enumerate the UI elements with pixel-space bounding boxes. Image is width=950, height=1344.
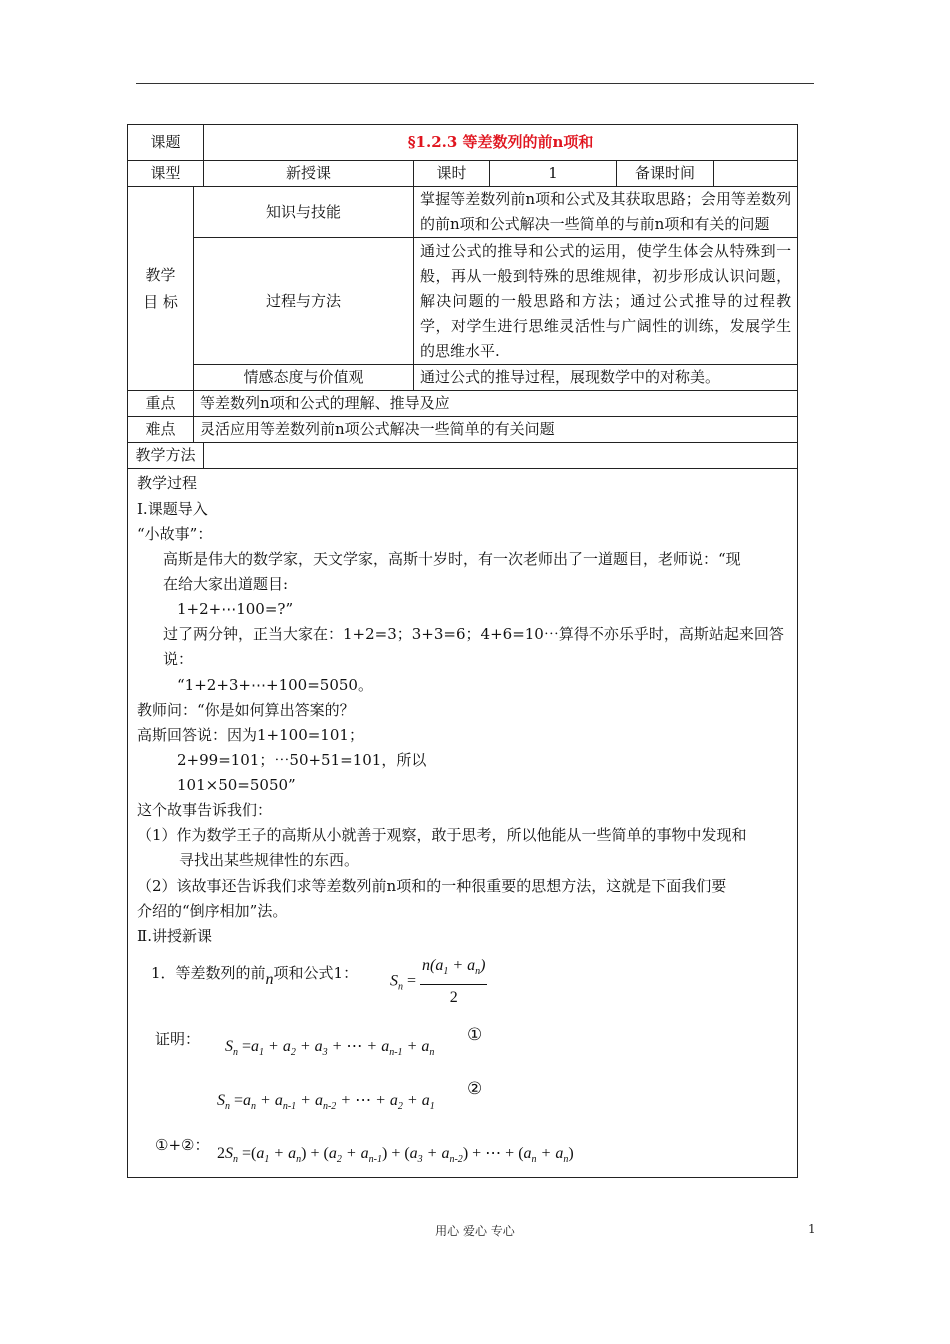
hours-value: 1 bbox=[490, 161, 617, 187]
proof-label: 证明： bbox=[155, 1030, 201, 1048]
proof-equation-1: $S_n =a_1 + a_2 + a_3$ + ⋯ + $a_{n-1} + a_n$ bbox=[225, 1038, 435, 1059]
method-label: 教学方法 bbox=[128, 443, 204, 469]
lesson-point-1b: 寻找出某些规律性的东西。 bbox=[179, 851, 360, 869]
goal-text-attitude: 通过公式的推导过程，展现数学中的对称美。 bbox=[414, 365, 798, 391]
goal-text-process: 通过公式的推导和公式的运用，使学生体会从特殊到一般，再从一般到特殊的思维规律，初步形成认识问题，解决问题的一般思路和方法；通过公式推导的过程教学，对学生进行思维灵活性与广阔性的训练，发展学生的思维水平. bbox=[414, 238, 798, 365]
formula-1-label bbox=[151, 961, 358, 986]
story-heading: “小故事”： bbox=[137, 525, 213, 543]
difficulty-text: 灵活应用等差数列前n项公式解决一些简单的有关问题 bbox=[194, 417, 798, 443]
goal-name-knowledge: 知识与技能 bbox=[194, 187, 414, 238]
section-2-heading: Ⅱ.讲授新课 bbox=[137, 927, 212, 945]
equation-mark-2: ② bbox=[467, 1079, 483, 1099]
formula-1-n: n bbox=[265, 971, 274, 988]
hours-label: 课时 bbox=[414, 161, 490, 187]
goal-name-process: 过程与方法 bbox=[194, 238, 414, 365]
story-line-1: 高斯是伟大的数学家，天文学家，高斯十岁时，有一次老师出了一道题目，老师说：“现 bbox=[163, 550, 741, 568]
lesson-point-2a: （2）该故事还告诉我们求等差数列前n项和的一种很重要的思想方法，这就是下面我们要 bbox=[137, 877, 727, 895]
type-label: 课型 bbox=[128, 161, 204, 187]
difficulty-label: 难点 bbox=[128, 417, 194, 443]
story-line-10: 101×50=5050” bbox=[177, 776, 296, 794]
lesson-plan-table bbox=[127, 124, 798, 1178]
goals-label: 教学 目 标 bbox=[128, 187, 194, 391]
story-line-2: 在给大家出道题目: bbox=[163, 575, 289, 593]
header-rule bbox=[136, 83, 814, 84]
proof-equation-sum: $2S_n =(a_1 + a_n) + (a_2 + a_{n-1}) + (a_3 + a_{n-2})$ + ⋯ + $(a_n + a_n)$ bbox=[217, 1145, 574, 1166]
lesson-title: §1.2.3 等差数列的前n项和 bbox=[204, 125, 798, 161]
method-value bbox=[204, 443, 798, 469]
lesson-point-2b: 介绍的“倒序相加”法。 bbox=[137, 902, 288, 920]
proof-equation-2: $S_n =a_n + a_{n-1} + a_{n-2}$ + ⋯ + $a_2 + a_1$ bbox=[217, 1092, 435, 1113]
story-line-4: 过了两分钟，正当大家在：1+2=3；3+3=6；4+6=10⋯算得不亦乐乎时，高斯站起来回答 bbox=[163, 625, 784, 643]
section-1-heading: Ⅰ.课题导入 bbox=[137, 500, 208, 518]
lesson-point-1a: （1）作为数学王子的高斯从小就善于观察，敢于思考，所以他能从一些简单的事物中发现和 bbox=[137, 826, 747, 844]
formula-1-label-rest: 项和公式1： bbox=[273, 964, 359, 982]
story-line-3: 1+2+⋯100=?” bbox=[177, 600, 294, 618]
type-value: 新授课 bbox=[204, 161, 414, 187]
story-line-8: 高斯回答说：因为1+100=101； bbox=[137, 726, 364, 744]
prep-value bbox=[714, 161, 798, 187]
lesson-intro: 这个故事告诉我们： bbox=[137, 801, 273, 819]
key-point-label: 重点 bbox=[128, 391, 194, 417]
process-heading: 教学过程 bbox=[137, 474, 198, 492]
topic-label: 课题 bbox=[128, 125, 204, 161]
sum-label: ①+②： bbox=[155, 1136, 210, 1154]
story-line-7: 教师问：“你是如何算出答案的？ bbox=[137, 701, 355, 719]
story-line-9: 2+99=101；⋯50+51=101，所以 bbox=[177, 751, 427, 769]
prep-label: 备课时间 bbox=[617, 161, 714, 187]
story-line-5: 说： bbox=[163, 650, 194, 668]
equation-mark-1: ① bbox=[467, 1025, 483, 1045]
goal-name-attitude: 情感态度与价值观 bbox=[194, 365, 414, 391]
page-number: 1 bbox=[808, 1222, 816, 1236]
story-line-6: “1+2+3+⋯+100=5050。 bbox=[177, 676, 373, 694]
footer-motto: 用心 爱心 专心 bbox=[435, 1224, 515, 1238]
formula-1-label-text: 1．等差数列的前 bbox=[151, 964, 266, 982]
teaching-process bbox=[128, 469, 798, 1178]
goal-text-knowledge: 掌握等差数列前n项和公式及其获取思路；会用等差数列的前n项和公式解决一些简单的与前n项和有关的问题 bbox=[414, 187, 798, 238]
key-point-text: 等差数列n项和公式的理解、推导及应 bbox=[194, 391, 798, 417]
sum-formula: $S_n$ = $\frac{n(a_1 + a_n)}{2}$ bbox=[390, 953, 487, 1010]
